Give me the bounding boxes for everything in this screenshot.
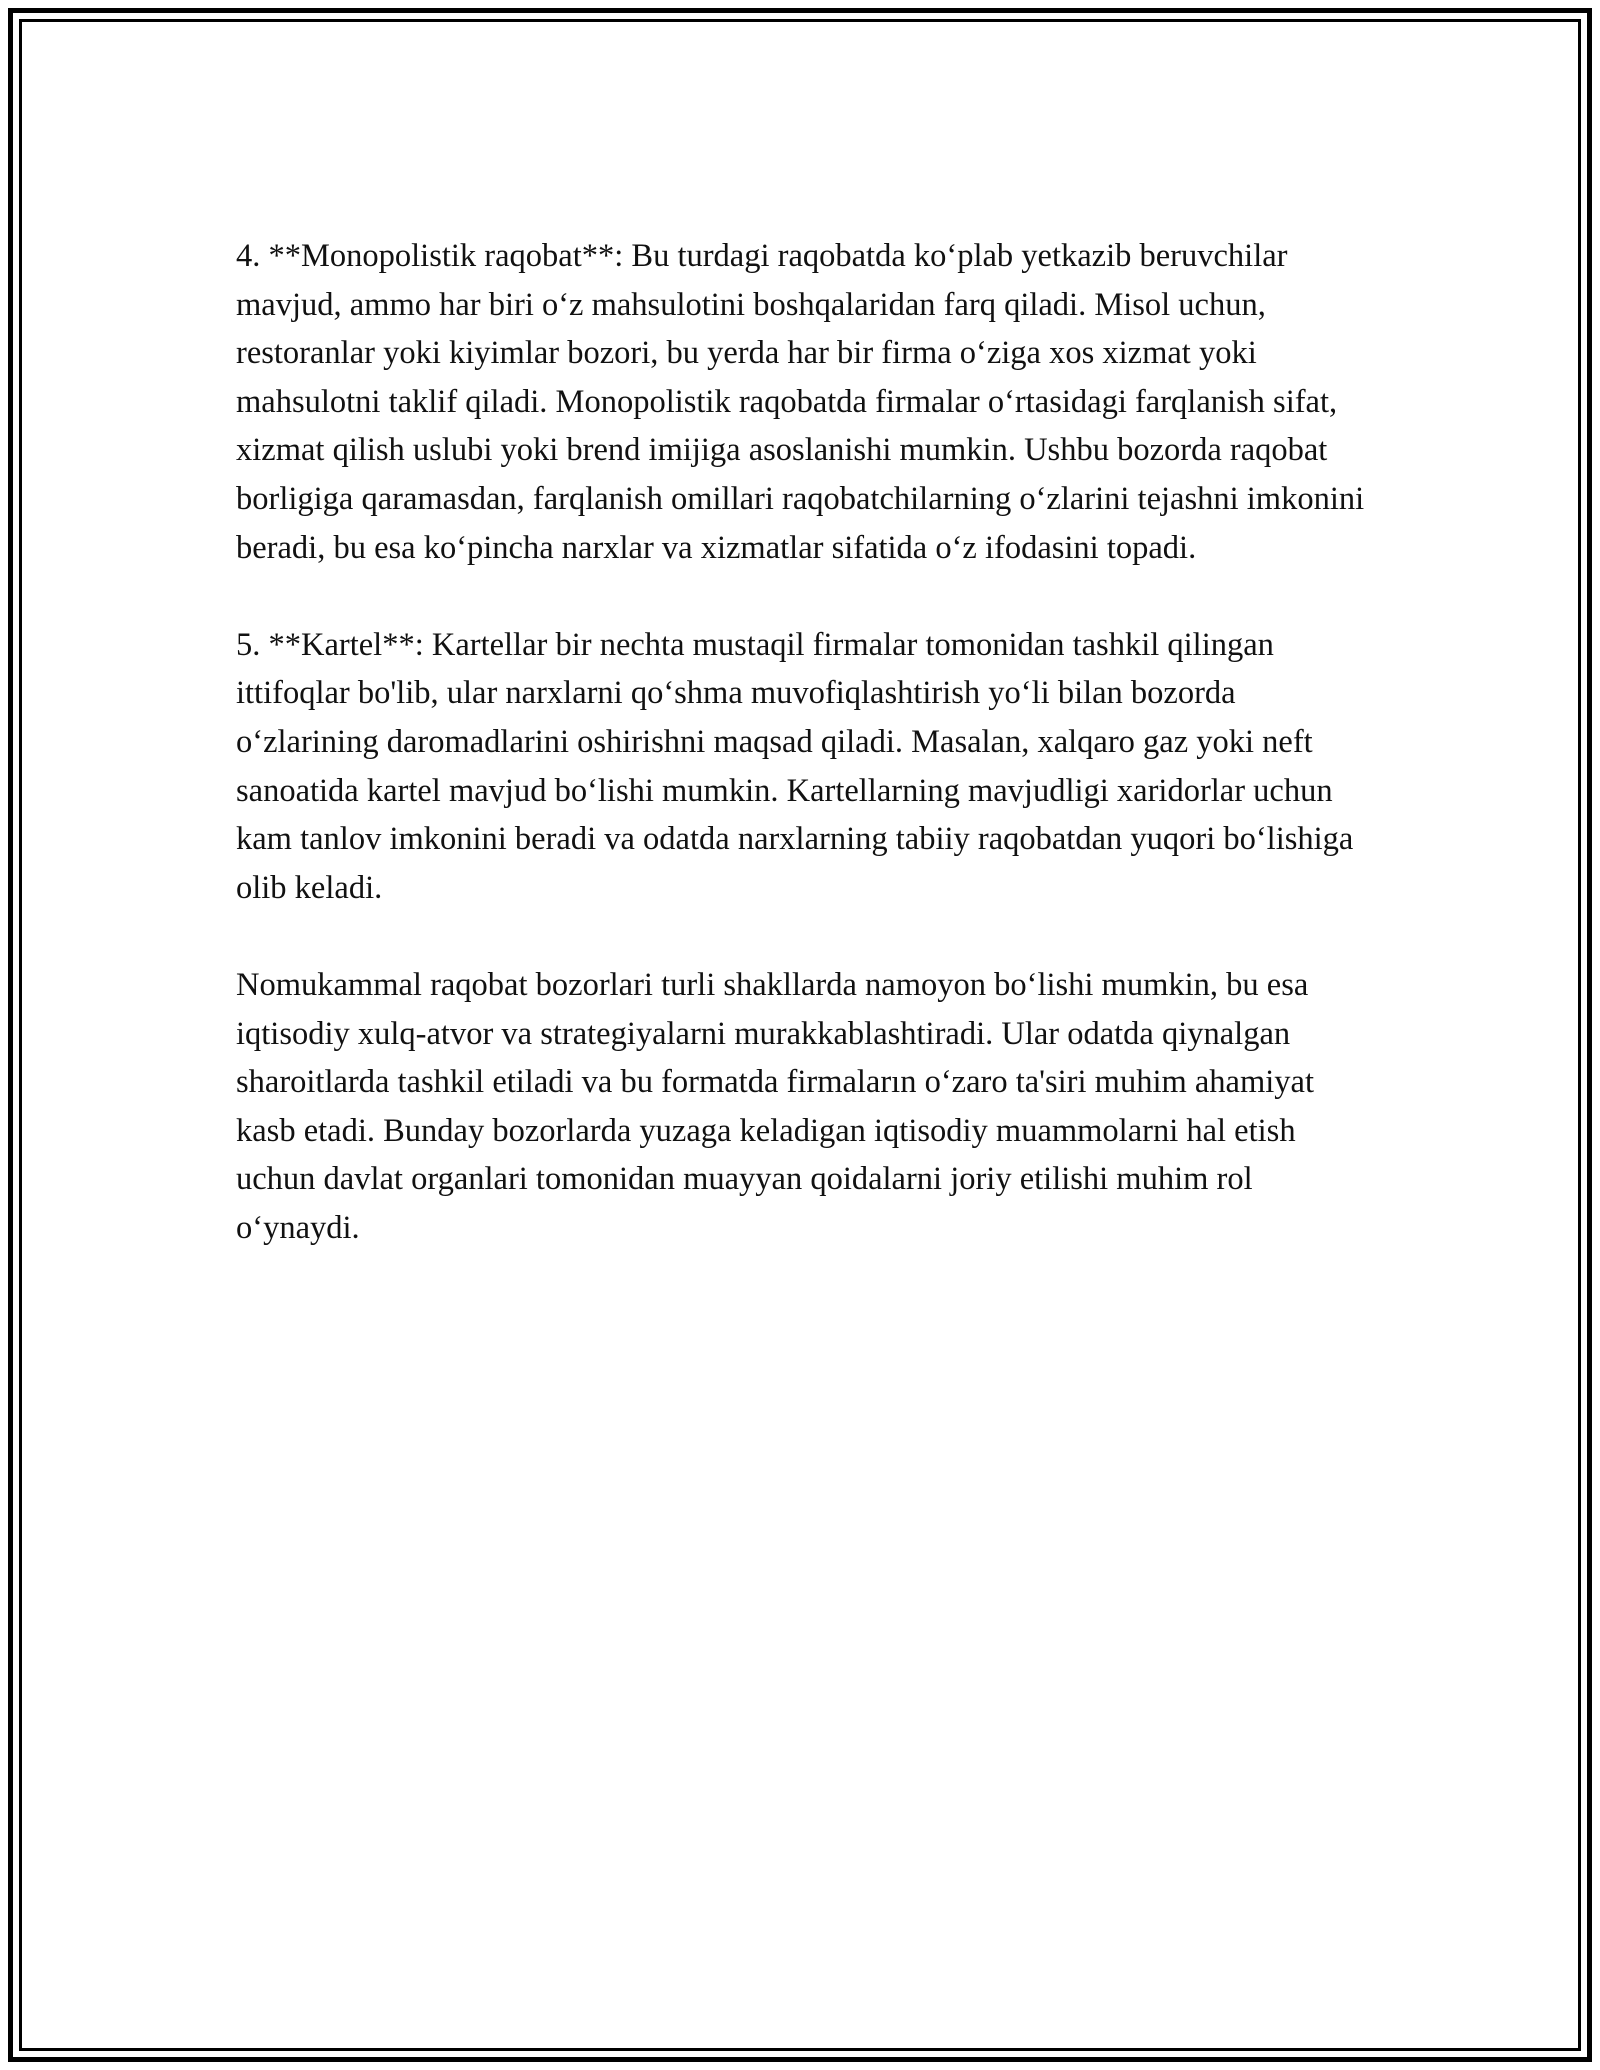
paragraph-cartel: 5. **Kartel**: Kartellar bir nechta mustaqil firmalar tomonidan tashkil qilingan ittifoqlar bo'lib, ular narxlarni qo‘shma muvofiqlashtirish yo‘li bilan bozorda o‘zlarining daromadlarini oshirishni maqsad qiladi. Masalan, xalqaro gaz yoki neft sanoatida kartel mavjud bo‘lishi mumkin. Kartellarning mavjudligi xaridorlar uchun kam tanlov imkonini beradi va odatda narxlarning tabiiy raqobatdan yuqori bo‘lishiga olib keladi.: [236, 626, 1354, 906]
paragraph-imperfect-competition-summary: Nomukammal raqobat bozorlari turli shakllarda namoyon bo‘lishi mumkin, bu esa iqtisodiy xulq-atvor va strategiyalarni murakkablashtiradi. Ular odatda qiynalgan sharoitlarda tashkil etiladi va bu formatda firmaların o‘zaro ta'siri muhim ahamiyat kasb etadi. Bunday bozorlarda yuzaga keladigan iqtisodiy muammolarni hal etish uchun davlat organlari tomonidan muayyan qoidalarni joriy etilishi muhim rol o‘ynaydi.: [236, 966, 1314, 1246]
paragraph-monopolistic-competition: 4. **Monopolistik raqobat**: Bu turdagi raqobatda ko‘plab yetkazib beruvchilar mavjud, ammo har biri o‘z mahsulotini boshqalaridan farq qiladi. Misol uchun, restoranlar yoki kiyimlar bozori, bu yerda har bir firma o‘ziga xos xizmat yoki mahsulotni taklif qiladi. Monopolistik raqobatda firmalar o‘rtasidagi farqlanish sifat, xizmat qilish uslubi yoki brend imijiga asoslanishi mumkin. Ushbu bozorda raqobat borligiga qaramasdan, farqlanish omillari raqobatchilarning o‘zlarini tejashni imkonini beradi, bu esa ko‘pincha narxlar va xizmatlar sifatida o‘z ifodasini topadi.: [236, 238, 1365, 566]
document-body: [236, 232, 1376, 1301]
